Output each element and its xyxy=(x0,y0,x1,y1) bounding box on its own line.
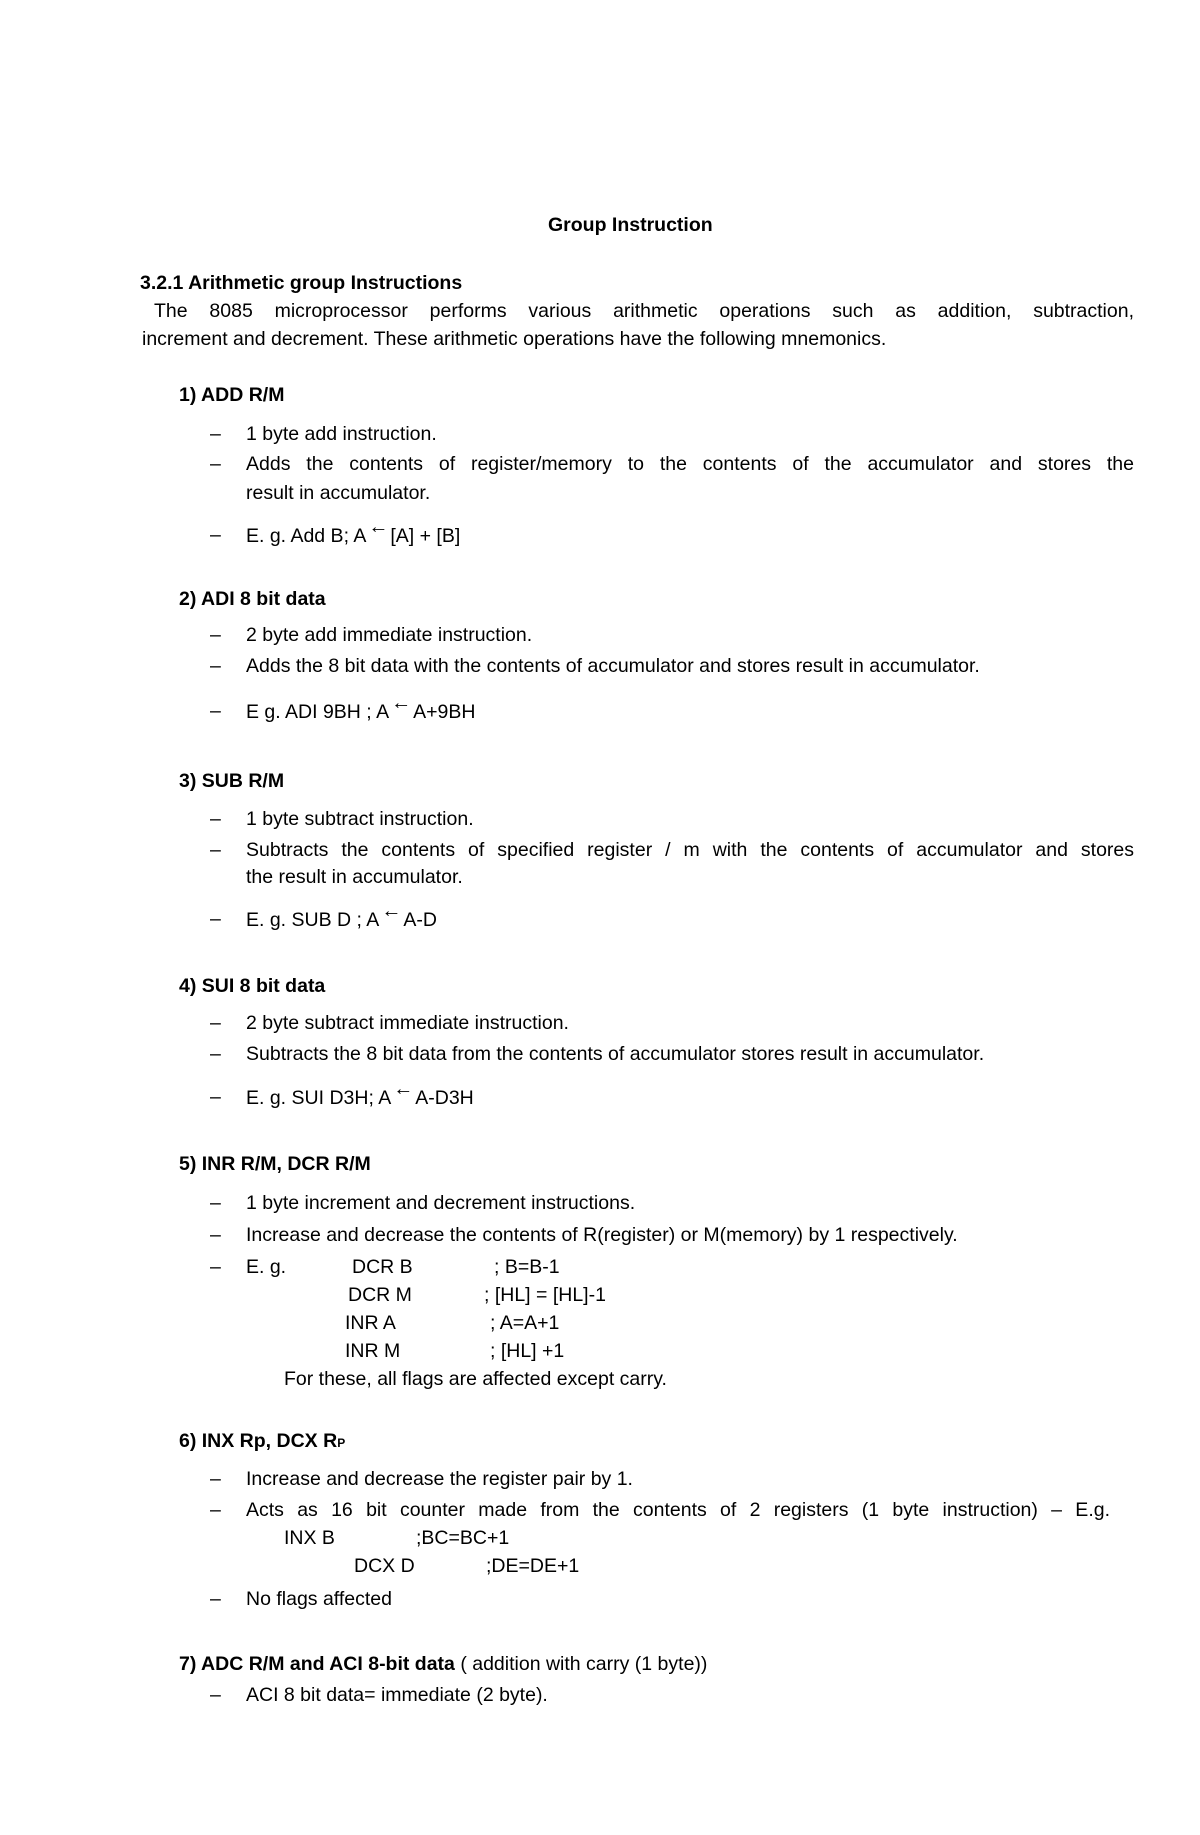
add-example xyxy=(246,516,461,547)
adi-bullet-1: 2 byte add immediate instruction. xyxy=(246,624,533,646)
left-arrow-icon: ← xyxy=(368,516,389,538)
left-arrow-icon: ← xyxy=(381,900,402,922)
inx-bullet-2: Acts as 16 bit counter made from the contents of 2 registers (1 byte instruction) – E.g. xyxy=(246,1499,1110,1521)
add-bullet-2-line-2: result in accumulator. xyxy=(246,482,431,504)
inr-note: For these, all flags are affected except carry. xyxy=(284,1368,667,1390)
inx-heading-main: 6) INX Rp, DCX R xyxy=(179,1430,338,1452)
inx-heading-subscript: P xyxy=(337,1436,346,1450)
sub-bullet-2-line-2: the result in accumulator. xyxy=(246,866,463,888)
inr-bullet-1: 1 byte increment and decrement instructions. xyxy=(246,1192,636,1214)
inx-bullet-3: No flags affected xyxy=(246,1588,392,1610)
bullet-dash: – xyxy=(210,1499,221,1521)
code-line: INR A xyxy=(345,1312,396,1334)
inr-heading: 5) INR R/M, DCR R/M xyxy=(179,1153,371,1175)
adi-example-pre: E g. ADI 9BH ; A xyxy=(246,701,390,723)
add-example-post: [A] + [B] xyxy=(390,525,461,547)
add-bullet-2-line-1: Adds the contents of register/memory to the contents of the accumulator and stores the xyxy=(246,453,1134,475)
adi-example-post: A+9BH xyxy=(413,701,476,723)
code-line: DCR B xyxy=(352,1256,413,1278)
adc-heading-rest: ( addition with carry (1 byte)) xyxy=(454,1653,708,1675)
bullet-dash: – xyxy=(210,1468,221,1490)
bullet-dash: – xyxy=(210,1588,221,1610)
section-heading: 3.2.1 Arithmetic group Instructions xyxy=(140,272,463,294)
bullet-dash: – xyxy=(210,1086,221,1108)
intro-line-2: increment and decrement. These arithmetic operations have the following mnemonics. xyxy=(142,328,887,350)
adi-heading: 2) ADI 8 bit data xyxy=(179,588,326,610)
bullet-dash: – xyxy=(210,839,221,861)
adc-heading xyxy=(179,1655,707,1675)
bullet-dash: – xyxy=(210,808,221,830)
adi-example xyxy=(246,692,476,723)
bullet-dash: – xyxy=(210,453,221,475)
bullet-dash: – xyxy=(210,1192,221,1214)
sub-heading: 3) SUB R/M xyxy=(179,770,285,792)
code-comment: ; B=B-1 xyxy=(494,1256,560,1278)
left-arrow-icon: ← xyxy=(391,692,412,714)
inx-bullet-1: Increase and decrease the register pair by 1. xyxy=(246,1468,633,1490)
sub-example-pre: E. g. SUB D ; A xyxy=(246,909,380,931)
code-comment: ; A=A+1 xyxy=(490,1312,560,1334)
code-line: INX B xyxy=(284,1527,335,1549)
code-comment: ; [HL] = [HL]-1 xyxy=(484,1284,606,1306)
inr-bullet-2: Increase and decrease the contents of R(register) or M(memory) by 1 respectively. xyxy=(246,1224,958,1246)
bullet-dash: – xyxy=(210,700,221,722)
bullet-dash: – xyxy=(210,1043,221,1065)
bullet-dash: – xyxy=(210,1684,221,1706)
code-comment: ;DE=DE+1 xyxy=(486,1555,580,1577)
add-example-pre: E. g. Add B; A xyxy=(246,525,367,547)
adc-heading-bold: 7) ADC R/M and ACI 8-bit data xyxy=(179,1653,455,1675)
sub-example-post: A-D xyxy=(403,909,437,931)
bullet-dash: – xyxy=(210,655,221,677)
adc-bullet-1: ACI 8 bit data= immediate (2 byte). xyxy=(246,1684,548,1706)
code-line: DCX D xyxy=(354,1555,415,1577)
sui-example xyxy=(246,1078,474,1109)
add-heading: 1) ADD R/M xyxy=(179,384,285,406)
bullet-dash: – xyxy=(210,423,221,445)
code-line: INR M xyxy=(345,1340,401,1362)
add-bullet-1: 1 byte add instruction. xyxy=(246,423,437,445)
sui-bullet-1: 2 byte subtract immediate instruction. xyxy=(246,1012,569,1034)
code-line: DCR M xyxy=(348,1284,412,1306)
bullet-dash: – xyxy=(210,1012,221,1034)
left-arrow-icon: ← xyxy=(393,1078,414,1100)
inr-example-label: E. g. xyxy=(246,1256,287,1278)
code-comment: ; [HL] +1 xyxy=(490,1340,565,1362)
sui-example-post: A-D3H xyxy=(415,1087,474,1109)
adi-bullet-2: Adds the 8 bit data with the contents of accumulator and stores result in accumulator. xyxy=(246,655,980,677)
inx-heading xyxy=(179,1432,345,1452)
bullet-dash: – xyxy=(210,908,221,930)
bullet-dash: – xyxy=(210,1224,221,1246)
bullet-dash: – xyxy=(210,524,221,546)
sui-example-pre: E. g. SUI D3H; A xyxy=(246,1087,392,1109)
sub-bullet-2-line-1: Subtracts the contents of specified register / m with the contents of accumulator and stores xyxy=(246,839,1134,861)
sui-bullet-2: Subtracts the 8 bit data from the contents of accumulator stores result in accumulator. xyxy=(246,1043,985,1065)
sub-bullet-1: 1 byte subtract instruction. xyxy=(246,808,474,830)
page-title: Group Instruction xyxy=(548,214,713,236)
bullet-dash: – xyxy=(210,1256,221,1278)
bullet-dash: – xyxy=(210,624,221,646)
code-comment: ;BC=BC+1 xyxy=(416,1527,510,1549)
sui-heading: 4) SUI 8 bit data xyxy=(179,975,326,997)
sub-example xyxy=(246,900,437,931)
intro-line-1: The 8085 microprocessor performs various arithmetic operations such as addition, subtraction, xyxy=(154,300,1134,322)
